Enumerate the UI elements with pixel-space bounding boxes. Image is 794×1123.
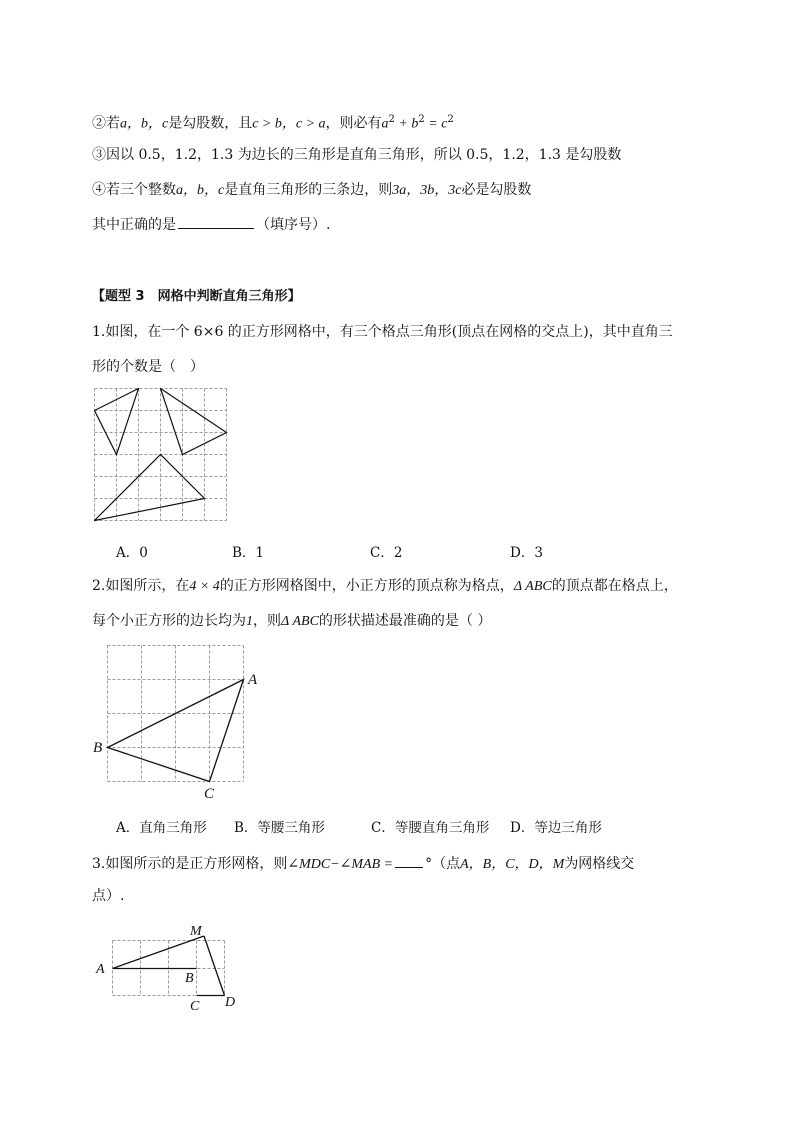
- answer-line: 其中正确的是 （填序号）.: [92, 217, 331, 233]
- q1-triangle-bottom: [95, 455, 205, 521]
- q1-option-c[interactable]: C．2: [370, 545, 403, 561]
- q1-text-line1: 1.如图，在一个 6×6 的正方形网格中，有三个格点三角形(顶点在网格的交点上)，其中直角三: [92, 324, 673, 340]
- q2-grid-figure: [90, 640, 270, 805]
- statement-3: ③因以 0.5，1.2，1.3 为边长的三角形是直角三角形，所以 0.5，1.2，1.3 是勾股数: [92, 147, 622, 163]
- q1-option-a[interactable]: A．0: [116, 545, 148, 561]
- q3-label-b: B: [185, 971, 194, 986]
- q2-option-b[interactable]: B．等腰三角形: [234, 820, 325, 836]
- statement-2: ②若a，b，c是勾股数，且c > b，c > a，则必有$a^2 + b^2 = c^2$: [92, 114, 454, 132]
- q1-option-b[interactable]: B．1: [232, 545, 265, 561]
- q2-option-d[interactable]: D．等边三角形: [510, 820, 602, 836]
- q1-grid-figure: [94, 388, 230, 524]
- q3-segment-md: [204, 936, 225, 996]
- answer-blank[interactable]: [178, 216, 254, 229]
- q1-option-d[interactable]: D．3: [510, 545, 543, 561]
- q3-text-line2: 点）.: [92, 888, 125, 904]
- q2-option-a[interactable]: A．直角三角形: [116, 820, 207, 836]
- statement-4: ④若三个整数a，b，c是直角三角形的三条边，则3a，3b，3c必是勾股数: [92, 182, 532, 198]
- q2-label-c: C: [204, 786, 215, 802]
- q2-label-a: A: [248, 672, 258, 688]
- q1-text-line2: 形的个数是（ ）: [92, 359, 204, 375]
- q2-text-line2: 每个小正方形的边长均为1，则Δ ABC的形状描述最准确的是（ ）: [92, 613, 492, 629]
- q3-text-line1: 3.如图所示的是正方形网格，则∠MDC−∠MAB = °（点A，B，C，D，M为网格线交: [92, 856, 635, 872]
- q1-triangle-right: [161, 389, 227, 455]
- q3-answer-blank[interactable]: [395, 855, 423, 868]
- q2-label-b: B: [93, 740, 103, 756]
- q2-option-c[interactable]: C．等腰直角三角形: [371, 820, 490, 836]
- q2-text-line1: 2.如图所示，在4 × 4的正方形网格图中，小正方形的顶点称为格点，Δ ABC的顶点都在格点上，: [92, 578, 678, 594]
- q3-label-c: C: [190, 999, 200, 1014]
- q3-label-a: A: [96, 962, 105, 977]
- q3-label-m: M: [190, 924, 202, 939]
- q3-label-d: D: [225, 995, 236, 1010]
- section-heading: 【题型 3 网格中判断直角三角形】: [92, 289, 301, 304]
- q3-grid-figure: [92, 922, 252, 1014]
